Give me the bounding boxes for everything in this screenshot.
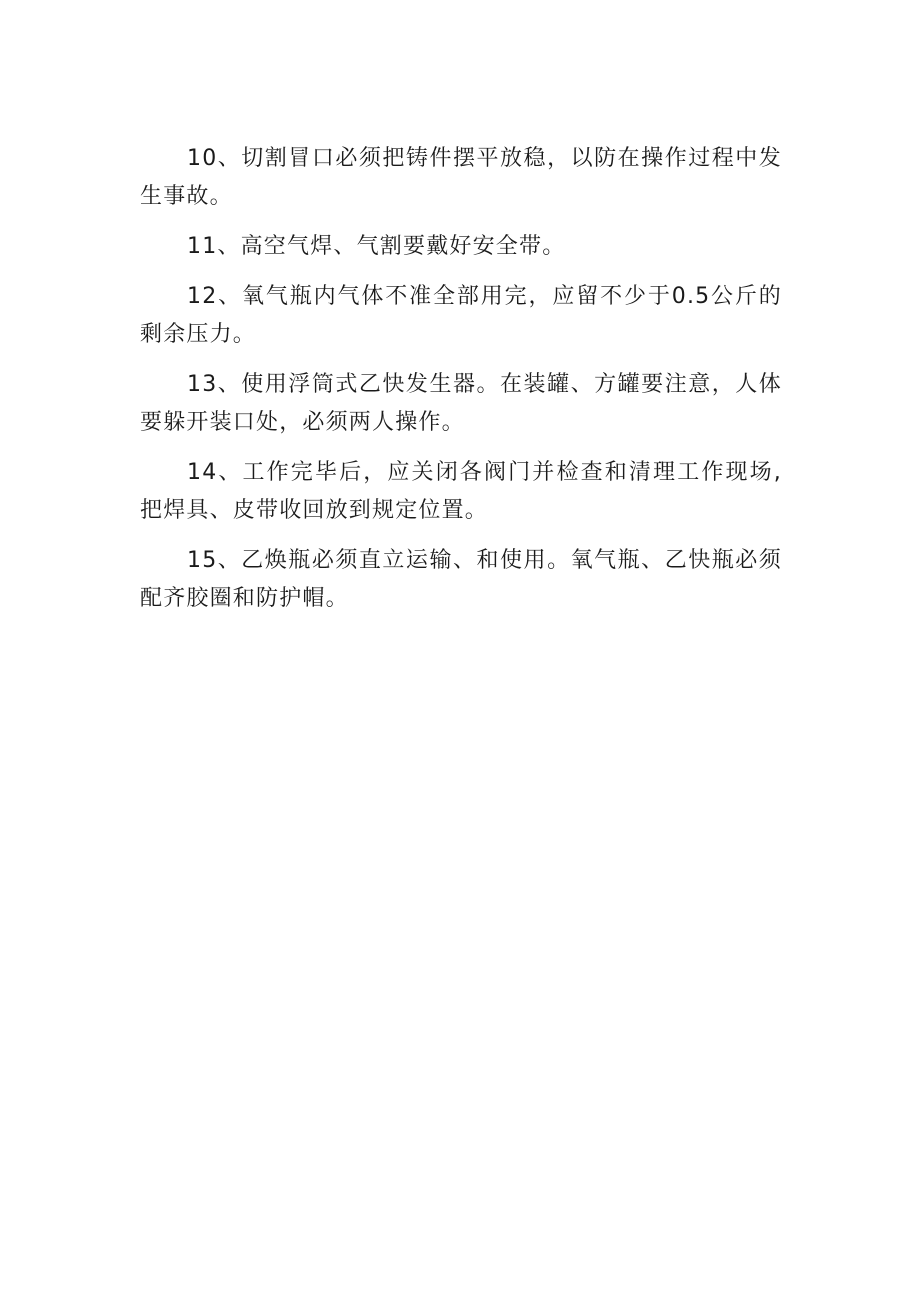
paragraph-rule-10: 10、切割冒口必须把铸件摆平放稳，以防在操作过程中发生事故。 <box>140 146 782 209</box>
paragraph-rule-14: 14、工作完毕后，应关闭各阀门并检查和清理工作现场,把焊具、皮带收回放到规定位置。 <box>140 460 782 523</box>
document-body <box>140 140 782 630</box>
paragraph-rule-11: 11、高空气焊、气割要戴好安全带。 <box>187 234 566 259</box>
paragraph-rule-15: 15、乙焕瓶必须直立运输、和使用。氧气瓶、乙快瓶必须配齐胶圈和防护帽。 <box>140 548 782 611</box>
paragraph-rule-12: 12、氧气瓶内气体不准全部用完，应留不少于0.5公斤的剩余压力。 <box>140 284 782 347</box>
paragraph-rule-13: 13、使用浮筒式乙快发生器。在装罐、方罐要注意，人体要躲开装口处，必须两人操作。 <box>140 372 782 435</box>
